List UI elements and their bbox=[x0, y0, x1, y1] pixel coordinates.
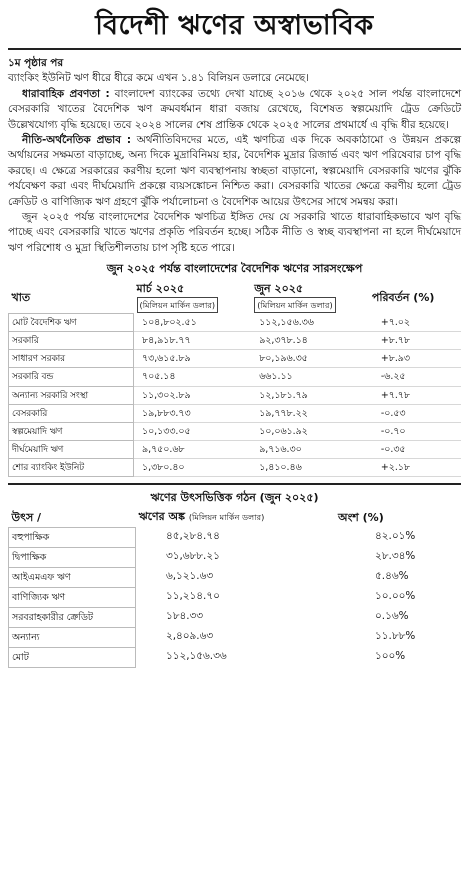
row-sector: সাধারণ সরকার bbox=[9, 350, 134, 368]
row-march: ৭০৫.১৪ bbox=[134, 368, 252, 386]
header-march-unit: (মিলিয়ন মার্কিন ডলার) bbox=[137, 297, 219, 313]
header-amount-label: ঋণের অঙ্ক bbox=[138, 510, 185, 524]
headline: বিদেশী ঋণের অস্বাভাবিক bbox=[8, 6, 461, 50]
row-source: সরবরাহকারীর ক্রেডিট bbox=[9, 607, 136, 627]
row-change: -০.৭০ bbox=[369, 422, 461, 440]
table-row bbox=[9, 441, 462, 459]
row-amount: ১৮৪.৩৩ bbox=[166, 609, 204, 622]
table-row bbox=[9, 627, 461, 647]
row-amount: ১১,২১৪.৭০ bbox=[166, 589, 220, 602]
table-row bbox=[9, 350, 462, 368]
paragraph-2-heading: ধারাবাহিক প্রবণতা : bbox=[22, 87, 110, 100]
table-row bbox=[9, 527, 461, 547]
row-share: ৫.৪৬% bbox=[375, 569, 409, 582]
row-change: -০.৫৩ bbox=[369, 404, 461, 422]
table-row bbox=[9, 331, 462, 349]
header-june bbox=[251, 280, 369, 313]
header-change: পরিবর্তন (%) bbox=[371, 290, 435, 304]
row-amount: ৩১,৬৮৮.২১ bbox=[166, 549, 220, 562]
row-march: ১০৪,৮০২.৫১ bbox=[134, 313, 252, 331]
row-change: +৮.৭৮ bbox=[369, 331, 461, 349]
row-source: বহুপাক্ষিক bbox=[9, 527, 136, 547]
paragraph-3-heading: নীতি-অর্থনৈতিক প্রভাব : bbox=[22, 134, 132, 147]
row-june: ৮০,১৯৬.৩৫ bbox=[251, 350, 369, 368]
table-row bbox=[9, 313, 462, 331]
row-march: ৮৪,৯১৮.৭৭ bbox=[134, 331, 252, 349]
debt-summary-table bbox=[8, 280, 461, 477]
row-march: ৯,৭৫০.৬৮ bbox=[134, 441, 252, 459]
row-share: ৪২.০১% bbox=[375, 529, 416, 542]
row-march: ১০,১৩৩.০৫ bbox=[134, 422, 252, 440]
row-source: আইএমএফ ঋণ bbox=[9, 567, 136, 587]
row-sector: সরকারি bbox=[9, 331, 134, 349]
paragraph-2-text: বাংলাদেশ ব্যাংকের তথ্যে দেখা যাচ্ছে ২০১৬ থেকে ২০২৫ সাল পর্যন্ত বাংলাদেশে বেসরকারি খাতের বৈদেশিক ঋণ ক্রমবর্ধমান ধারা বজায় রেখেছে, বিশেষত স্বল্পমেয়াদি ট্রেড ক্রেডিটে উল্লেখযোগ্য বৃদ্ধি হয়েছে। তবে ২০২৪ সালের শেষ প্রান্তিক থেকে ২০২৫ সালের প্রথমার্ধে এ বৃদ্ধি ধীর হয়েছে। bbox=[8, 87, 461, 131]
debt-summary-title: জুন ২০২৫ পর্যন্ত বাংলাদেশের বৈদেশিক ঋণের সারসংক্ষেপ bbox=[106, 262, 363, 276]
row-june: ১৯,৭৭৮.২২ bbox=[251, 404, 369, 422]
row-march: ১৯,৮৮৩.৭৩ bbox=[134, 404, 252, 422]
paragraph-3 bbox=[8, 133, 461, 210]
row-amount: ৬,১২১.৬৩ bbox=[166, 569, 214, 582]
section-divider bbox=[8, 483, 461, 485]
header-amount bbox=[136, 509, 336, 527]
article-body bbox=[8, 56, 461, 256]
table-row bbox=[9, 607, 461, 627]
table-row bbox=[9, 386, 462, 404]
row-june: ৬৬১.১১ bbox=[251, 368, 369, 386]
source-header-row bbox=[9, 509, 461, 527]
row-share: ১০.০০% bbox=[375, 589, 416, 602]
table-row bbox=[9, 368, 462, 386]
row-source: অন্যান্য bbox=[9, 627, 136, 647]
row-march: ১,৩৮০.৪০ bbox=[134, 459, 252, 477]
header-share: অংশ (%) bbox=[338, 510, 384, 524]
source-composition-title: ঋণের উৎসভিত্তিক গঠন (জুন ২০২৫) bbox=[150, 491, 319, 505]
paragraph-4: জুন ২০২৫ পর্যন্ত বাংলাদেশের বৈদেশিক ঋণচিত্র ইঙ্গিত দেয় যে সরকারি খাতে ধারাবাহিকভাবে ঋণ বৃদ্ধি পাচ্ছে এবং বেসরকারি খাতে ঋণের প্রকৃতি পরিবর্তন হচ্ছে। সঠিক নীতি ও স্বচ্ছ ব্যবস্থাপনা না হলে দীর্ঘমেয়াদে ঋণ পরিশোধ ও মুদ্রা স্থিতিশীলতায় চাপ সৃষ্টি হতে পারে। bbox=[8, 211, 461, 254]
header-source: উৎস / bbox=[11, 510, 42, 524]
row-sector: স্বল্পমেয়াদি ঋণ bbox=[9, 422, 134, 440]
debt-summary-header-row bbox=[9, 280, 462, 313]
row-change: +৮.৯৩ bbox=[369, 350, 461, 368]
row-source: দ্বিপাক্ষিক bbox=[9, 547, 136, 567]
header-june-label: জুন ২০২৫ bbox=[254, 282, 304, 296]
row-share: ১১.৮৮% bbox=[375, 629, 416, 642]
row-june: ১১২,১৫৬.৩৬ bbox=[251, 313, 369, 331]
paragraph-2 bbox=[8, 87, 461, 133]
row-sector: মোট বৈদেশিক ঋণ bbox=[9, 313, 134, 331]
row-source: বাণিজ্যিক ঋণ bbox=[9, 587, 136, 607]
row-change: +২.১৮ bbox=[369, 459, 461, 477]
table-row bbox=[9, 647, 461, 667]
row-june: ১০,০৬১.৯২ bbox=[251, 422, 369, 440]
table-row bbox=[9, 404, 462, 422]
row-sector: অন্যান্য সরকারি সংস্থা bbox=[9, 386, 134, 404]
table-row bbox=[9, 547, 461, 567]
row-source: মোট bbox=[9, 647, 136, 667]
row-amount: ১১২,১৫৬.৩৬ bbox=[166, 649, 227, 662]
table-row bbox=[9, 459, 462, 477]
row-march: ৭৩,৬১৫.৮৯ bbox=[134, 350, 252, 368]
row-amount: ৪৫,২৮৪.৭৪ bbox=[166, 529, 220, 542]
header-june-unit: (মিলিয়ন মার্কিন ডলার) bbox=[254, 297, 336, 313]
header-sector: খাত bbox=[11, 290, 31, 304]
row-change: -৬.২৫ bbox=[369, 368, 461, 386]
row-june: ৯,৭১৬.৩০ bbox=[251, 441, 369, 459]
row-change: +৭.০২ bbox=[369, 313, 461, 331]
table-row bbox=[9, 587, 461, 607]
source-composition-table bbox=[8, 509, 461, 668]
row-march: ১১,৩০২.৮৯ bbox=[134, 386, 252, 404]
row-sector: বেসরকারি bbox=[9, 404, 134, 422]
table-row bbox=[9, 422, 462, 440]
row-change: -০.৩৫ bbox=[369, 441, 461, 459]
header-march-label: মার্চ ২০২৫ bbox=[136, 282, 185, 296]
continuation-label: ১ম পৃষ্ঠার পর bbox=[8, 57, 64, 69]
row-june: ৯২,৩৭৮.১৪ bbox=[251, 331, 369, 349]
header-amount-unit: (মিলিয়ন মার্কিন ডলার) bbox=[188, 512, 265, 523]
row-sector: শোর ব্যাংকিং ইউনিট bbox=[9, 459, 134, 477]
row-june: ১২,১৮১.৭৯ bbox=[251, 386, 369, 404]
paragraph-3-text: অর্থনীতিবিদদের মতে, এই ঋণচিত্র এক দিকে অবকাঠামো ও উন্নয়ন প্রকল্পে অর্থায়নের সক্ষমতা বাড়াচ্ছে, অন্য দিকে মুদ্রাবিনিময় হার, বৈদেশিক মুদ্রার রিজার্ভ এবং ঋণ পরিষেবার চাপ বৃদ্ধি করছে। এ ক্ষেত্রে সরকারের করণীয় হলো ঋণ ব্যবস্থাপনায় স্বচ্ছতা বাড়ানো, স্বল্পমেয়াদি বেসরকারি ঋণের ঝুঁকি পর্যবেক্ষণ করা এবং দীর্ঘমেয়াদি প্রকল্পে ব্যয়সঙ্কোচন নিশ্চিত করা। বেসরকারি খাতের ক্ষেত্রে করণীয় হলো ট্রেড ক্রেডিট ও বাণিজ্যিক ঋণ গ্রহণে ঝুঁকি পর্যালোচনা ও বৈদেশিক আয়ের উৎসের সাথে সমন্বয় করা। bbox=[8, 134, 461, 208]
paragraph-1: ব্যাংকিং ইউনিট ঋণ ধীরে ধীরে কমে এখন ১.৪১ বিলিয়ন ডলারে নেমেছে। bbox=[8, 72, 309, 85]
row-june: ১,৪১০.৪৬ bbox=[251, 459, 369, 477]
header-march bbox=[134, 280, 252, 313]
row-sector: সরকারি বন্ড bbox=[9, 368, 134, 386]
row-amount: ২,৪০৯.৬৩ bbox=[166, 629, 214, 642]
table-row bbox=[9, 567, 461, 587]
row-share: ০.১৬% bbox=[375, 609, 409, 622]
row-sector: দীর্ঘমেয়াদি ঋণ bbox=[9, 441, 134, 459]
row-share: ১০০% bbox=[375, 649, 406, 662]
row-share: ২৮.৩৪% bbox=[375, 549, 416, 562]
row-change: +৭.৭৮ bbox=[369, 386, 461, 404]
